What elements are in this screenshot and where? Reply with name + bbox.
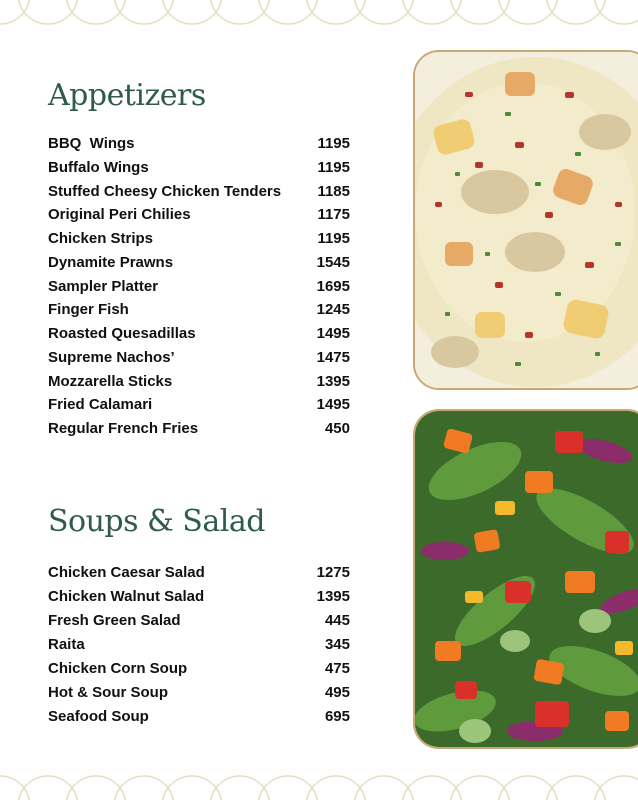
menu-item (48, 684, 350, 704)
item-name: Chicken Strips (48, 230, 154, 247)
item-name: Buffalo Wings (48, 159, 149, 176)
item-price: 1245 (316, 301, 350, 318)
item-price: 450 (324, 420, 350, 437)
item-price: 1495 (316, 325, 350, 342)
item-price: 1195 (317, 159, 350, 176)
item-price: 475 (324, 660, 350, 677)
item-name: Fresh Green Salad (48, 612, 181, 629)
menu-item (48, 612, 350, 632)
menu-item (48, 349, 350, 369)
menu-item (48, 159, 350, 179)
item-name: Dynamite Prawns (48, 254, 174, 271)
item-price: 1185 (317, 183, 350, 200)
item-name: Regular French Fries (48, 420, 199, 437)
item-name: Raita (48, 636, 85, 653)
soups-salad-heading: Soups & Salad (48, 504, 265, 539)
item-name: Original Peri Chilies (48, 206, 191, 223)
menu-item (48, 325, 350, 345)
item-price: 695 (324, 708, 350, 725)
item-name: Stuffed Cheesy Chicken Tenders (48, 183, 282, 200)
bottom-border-pattern (0, 774, 638, 800)
item-price: 495 (324, 684, 350, 701)
item-name: BBQ Wings (48, 135, 135, 152)
item-price: 1175 (317, 206, 350, 223)
menu-item (48, 373, 350, 393)
item-name: Supreme Nachos’ (48, 349, 175, 366)
menu-item (48, 660, 350, 680)
menu-item (48, 396, 350, 416)
appetizers-heading: Appetizers (48, 78, 206, 113)
menu-item (48, 708, 350, 728)
menu-item (48, 588, 350, 608)
item-price: 1195 (317, 135, 350, 152)
menu-item (48, 278, 350, 298)
menu-item (48, 135, 350, 155)
item-price: 445 (324, 612, 350, 629)
item-name: Chicken Caesar Salad (48, 564, 205, 581)
item-name: Roasted Quesadillas (48, 325, 196, 342)
item-price: 1545 (316, 254, 350, 271)
salad-photo (413, 409, 638, 749)
item-price: 1195 (317, 230, 350, 247)
menu-item (48, 254, 350, 274)
item-price: 345 (324, 636, 350, 653)
item-name: Sampler Platter (48, 278, 159, 295)
item-price: 1275 (316, 564, 350, 581)
item-name: Chicken Walnut Salad (48, 588, 205, 605)
menu-item (48, 301, 350, 321)
item-name: Fried Calamari (48, 396, 153, 413)
item-price: 1495 (316, 396, 350, 413)
item-name: Seafood Soup (48, 708, 149, 725)
item-price: 1395 (316, 373, 350, 390)
soup-photo (413, 50, 638, 390)
item-name: Hot & Sour Soup (48, 684, 168, 701)
top-border-pattern (0, 0, 638, 26)
menu-item (48, 420, 350, 440)
item-price: 1475 (316, 349, 350, 366)
item-name: Finger Fish (48, 301, 129, 318)
menu-item (48, 183, 350, 203)
item-price: 1695 (316, 278, 350, 295)
item-name: Mozzarella Sticks (48, 373, 173, 390)
item-price: 1395 (316, 588, 350, 605)
menu-item (48, 230, 350, 250)
menu-item (48, 564, 350, 584)
menu-item (48, 206, 350, 226)
item-name: Chicken Corn Soup (48, 660, 188, 677)
menu-item (48, 636, 350, 656)
